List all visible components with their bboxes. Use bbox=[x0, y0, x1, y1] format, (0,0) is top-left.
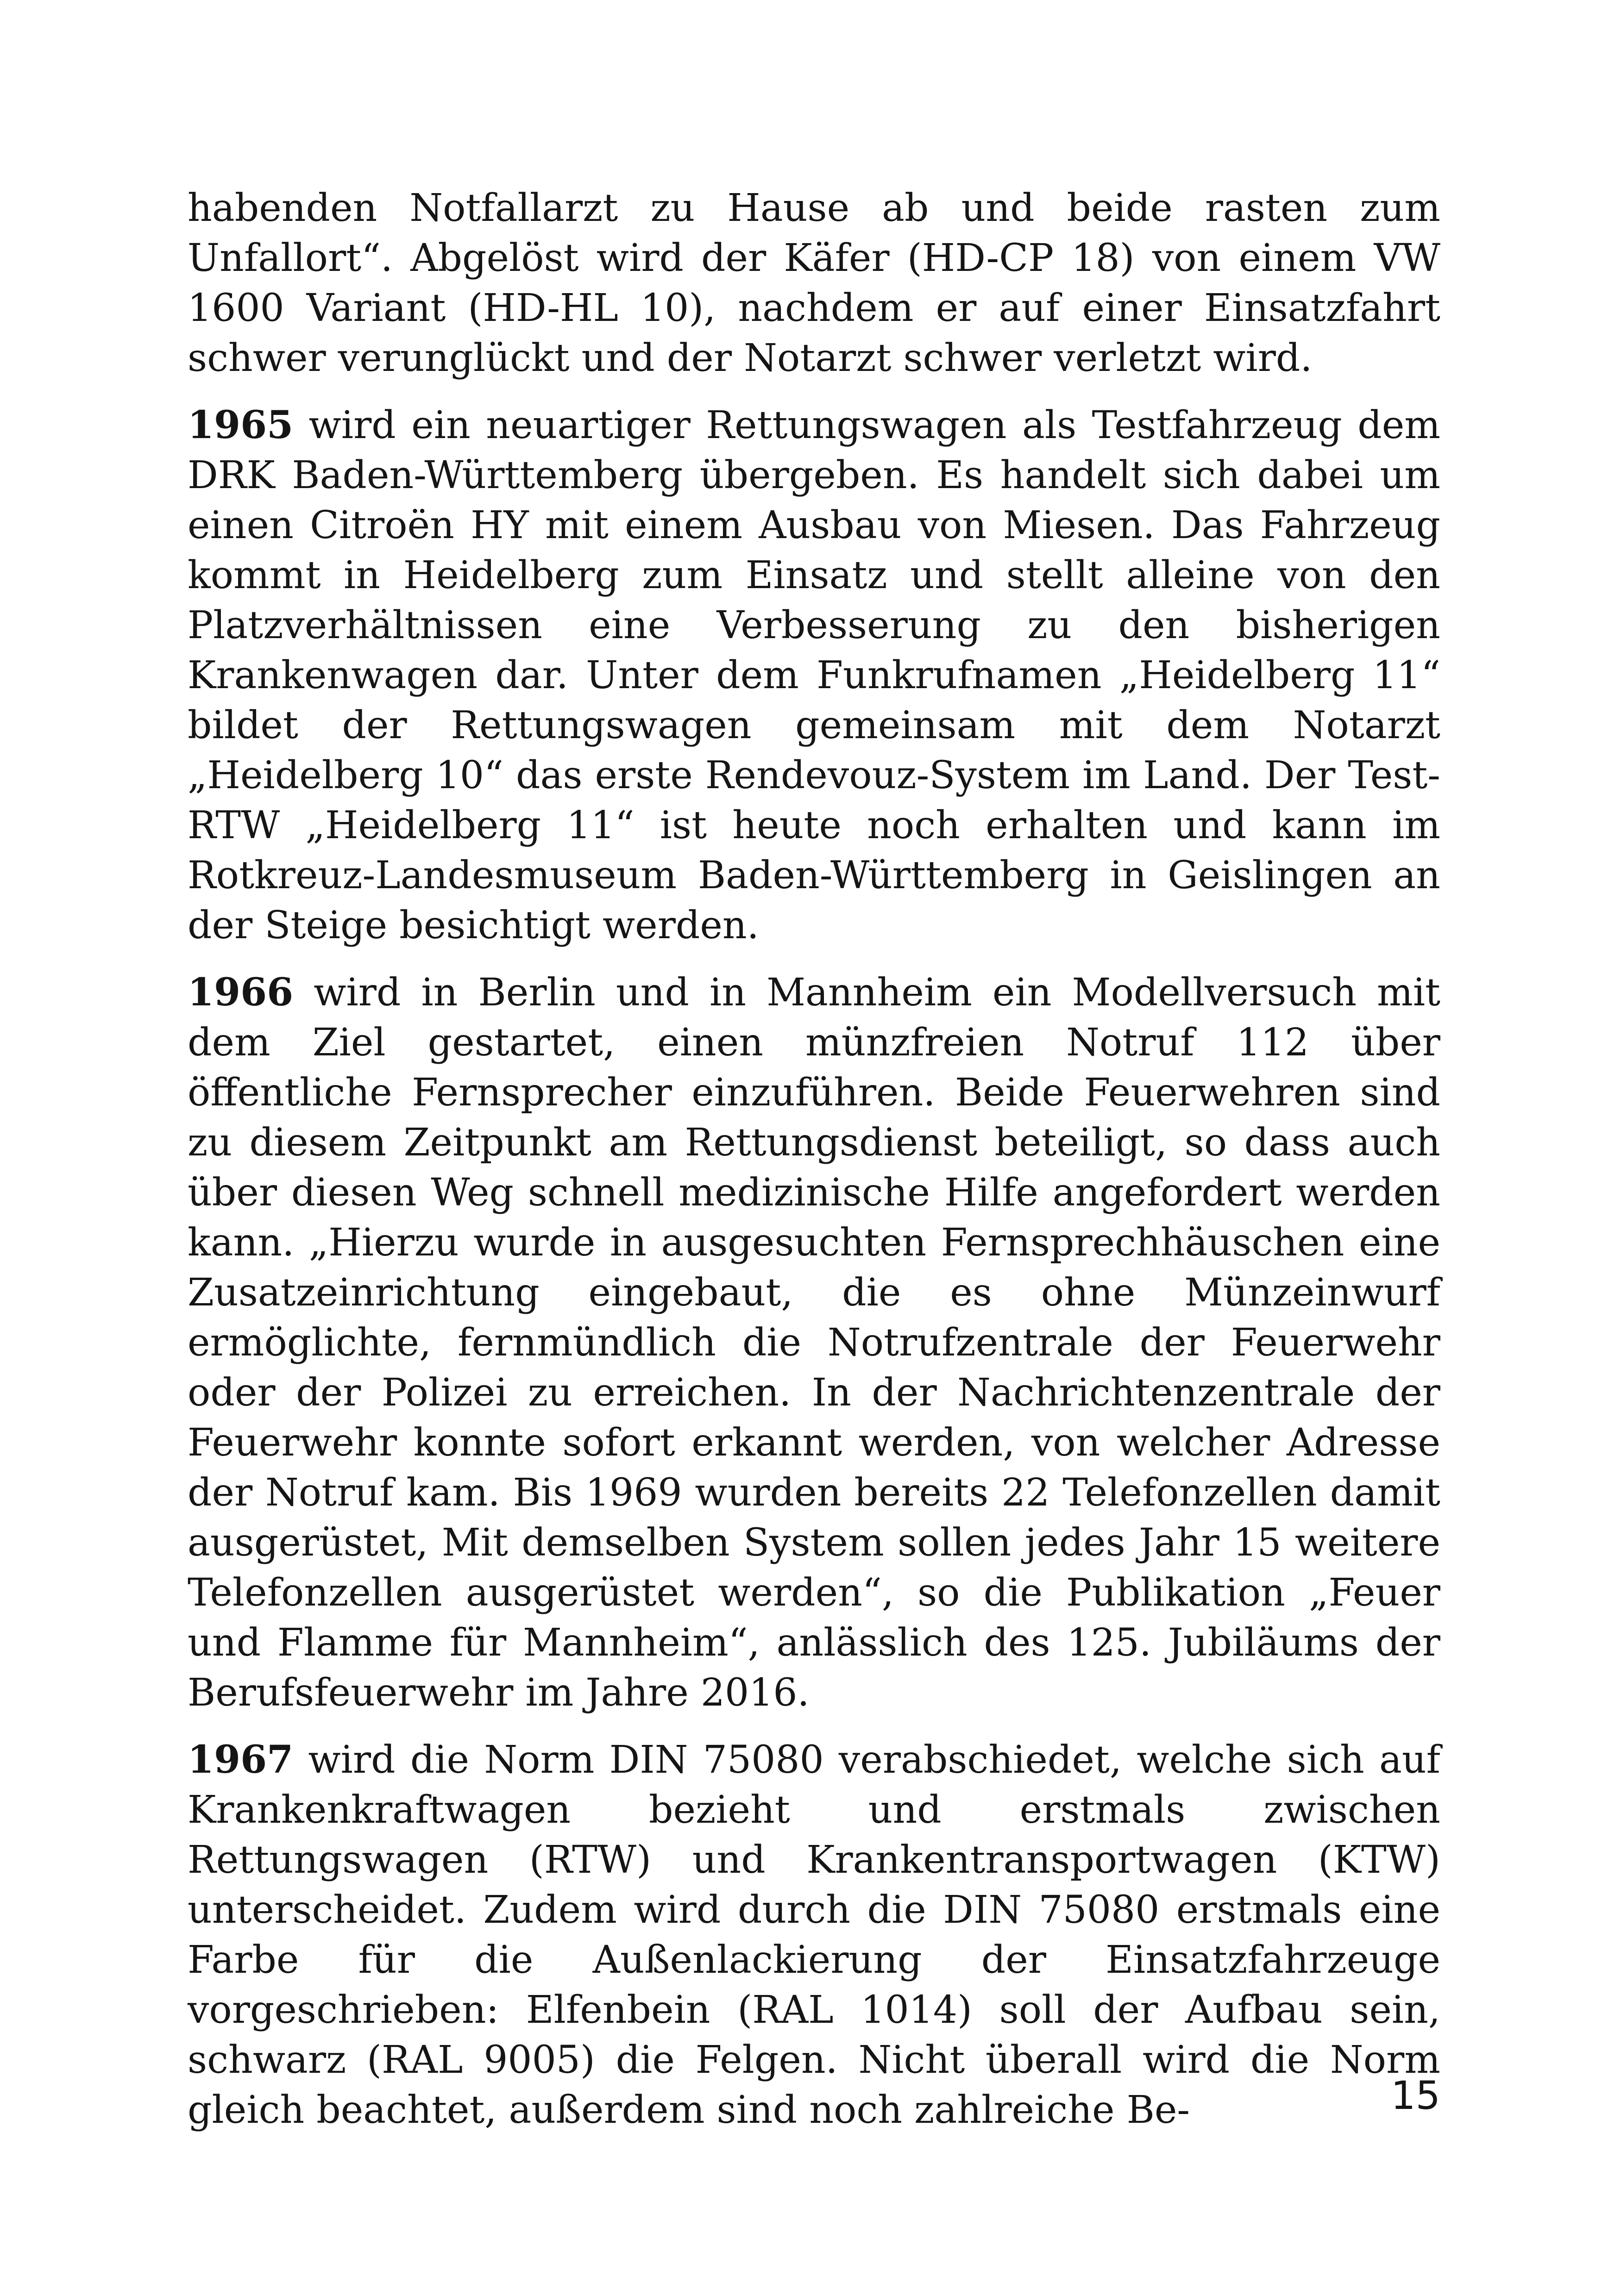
paragraph-text: wird ein neuartiger Rettungswagen als Testfahrzeug dem DRK Baden-Württemberg übergeben. Es handelt sich dabei um einen Citroën HY mit einem Ausbau von Miesen. Das Fahrzeug kommt in Heidelberg zum Einsatz und stellt alleine von den Platzverhältnissen eine Verbesserung zu den bisherigen Krankenwagen dar. Unter dem Funkrufnamen „Heidelberg 11“ bildet der Rettungswagen gemeinsam mit dem Notarzt „Heidelberg 10“ das erste Rendevouz-System im Land. Der Test-RTW „Heidelberg 11“ ist heute noch erhalten und kann im Rotkreuz-Landesmuseum Baden-Württemberg in Geislingen an der Steige besichtigt werden. bbox=[188, 403, 1440, 947]
paragraph-2 bbox=[188, 400, 1440, 951]
body-text bbox=[188, 183, 1440, 2152]
page-number: 15 bbox=[1391, 2073, 1440, 2118]
paragraph-year: 1966 bbox=[188, 970, 294, 1015]
paragraph-year: 1965 bbox=[188, 403, 294, 447]
paragraph-text: habenden Notfallarzt zu Hause ab und beide rasten zum Unfallort“. Abgelöst wird der Käfer (HD-CP 18) von einem VW 1600 Variant (HD-HL 10), nachdem er auf einer Einsatzfahrt schwer verunglückt und der Notarzt schwer verletzt wird. bbox=[188, 186, 1440, 380]
paragraph-text: wird die Norm DIN 75080 verabschiedet, welche sich auf Krankenkraftwagen bezieht und erstmals zwischen Rettungswagen (RTW) und Krankentransportwagen (KTW) unterscheidet. Zudem wird durch die DIN 75080 erstmals eine Farbe für die Außenlackierung der Einsatzfahrzeuge vorgeschrieben: Elfenbein (RAL 1014) soll der Aufbau sein, schwarz (RAL 9005) die Felgen. Nicht überall wird die Norm gleich beachtet, außerdem sind noch zahlreiche Be- bbox=[188, 1738, 1440, 2132]
paragraph-text: wird in Berlin und in Mannheim ein Modellversuch mit dem Ziel gestartet, einen münzfreien Notruf 112 über öffentliche Fernsprecher einzuführen. Beide Feuerwehren sind zu diesem Zeitpunkt am Rettungsdienst beteiligt, so dass auch über diesen Weg schnell medizinische Hilfe angefordert werden kann. „Hierzu wurde in ausgesuchten Fernsprechhäuschen eine Zusatzeinrichtung eingebaut, die es ohne Münzeinwurf ermöglichte, fernmündlich die Notrufzentrale der Feuerwehr oder der Polizei zu erreichen. In der Nachrichtenzentrale der Feuerwehr konnte sofort erkannt werden, von welcher Adresse der Notruf kam. Bis 1969 wurden bereits 22 Telefonzellen damit ausgerüstet, Mit demselben System sollen jedes Jahr 15 weitere Telefonzellen ausgerüstet werden“, so die Publikation „Feuer und Flamme für Mannheim“, anlässlich des 125. Jubiläums der Berufsfeuerwehr im Jahre 2016. bbox=[188, 971, 1440, 1715]
paragraph-1 bbox=[188, 183, 1440, 383]
paragraph-year: 1967 bbox=[188, 1738, 294, 1782]
paragraph-3 bbox=[188, 967, 1440, 1718]
paragraph-4 bbox=[188, 1735, 1440, 2135]
